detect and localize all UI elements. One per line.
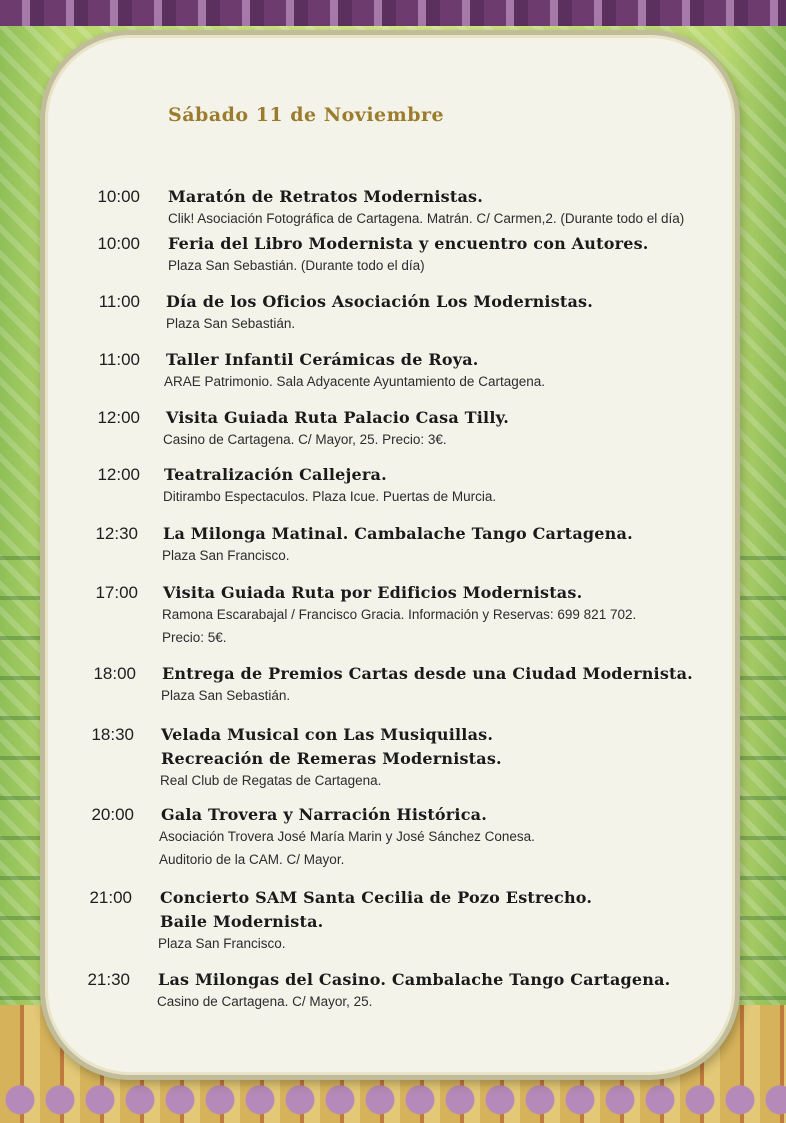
event-detail: Precio: 5€.: [162, 630, 227, 645]
event-title: Visita Guiada Ruta Palacio Casa Tilly.: [166, 408, 510, 427]
event-title: Feria del Libro Modernista y encuentro con Autores.: [168, 234, 649, 253]
event-time: 20:00: [91, 805, 134, 824]
event-time: 18:00: [93, 664, 136, 683]
event-detail: Casino de Cartagena. C/ Mayor, 25.: [157, 994, 373, 1009]
event-time: 17:00: [95, 583, 138, 602]
event-title: Visita Guiada Ruta por Edificios Modernistas.: [163, 583, 583, 602]
event-title: Taller Infantil Cerámicas de Roya.: [166, 350, 479, 369]
event-detail: Plaza San Sebastián. (Durante todo el día): [168, 258, 425, 273]
event-time: 10:00: [97, 187, 140, 206]
event-time: 10:00: [97, 234, 140, 253]
event-detail: Plaza San Francisco.: [162, 548, 290, 563]
event-title: Recreación de Remeras Modernistas.: [161, 749, 502, 768]
event-time: 21:30: [87, 970, 130, 989]
event-detail: Asociación Trovera José María Marin y José Sánchez Conesa.: [159, 829, 535, 844]
event-title: La Milonga Matinal. Cambalache Tango Cartagena.: [163, 524, 633, 543]
event-title: Las Milongas del Casino. Cambalache Tango Cartagena.: [158, 970, 671, 989]
day-title: Sábado 11 de Noviembre: [168, 104, 445, 126]
event-title: Velada Musical con Las Musiquillas.: [161, 725, 494, 744]
event-detail: Ditirambo Espectaculos. Plaza Icue. Puertas de Murcia.: [163, 489, 497, 504]
event-title: Baile Modernista.: [160, 912, 324, 931]
event-title: Entrega de Premios Cartas desde una Ciudad Modernista.: [162, 664, 693, 683]
event-detail: Plaza San Sebastián.: [161, 688, 291, 703]
event-detail: Casino de Cartagena. C/ Mayor, 25. Precio: 3€.: [163, 432, 447, 447]
event-time: 11:00: [98, 292, 140, 311]
event-time: 21:00: [89, 888, 132, 907]
event-title: Teatralización Callejera.: [164, 465, 387, 484]
event-title: Gala Trovera y Narración Histórica.: [161, 805, 487, 824]
event-detail: Auditorio de la CAM. C/ Mayor.: [159, 852, 345, 867]
event-detail: Ramona Escarabajal / Francisco Gracia. Información y Reservas: 699 821 702.: [162, 607, 637, 622]
event-detail: Clik! Asociación Fotográfica de Cartagena. Matrán. C/ Carmen,2. (Durante todo el día): [168, 211, 685, 226]
event-time: 12:30: [95, 524, 138, 543]
event-title: Maratón de Retratos Modernistas.: [168, 187, 484, 206]
event-title: Día de los Oficios Asociación Los Modernistas.: [166, 292, 594, 311]
event-time: 12:00: [97, 408, 140, 427]
event-detail: Real Club de Regatas de Cartagena.: [160, 773, 382, 788]
event-title: Concierto SAM Santa Cecilia de Pozo Estrecho.: [160, 888, 593, 907]
event-detail: ARAE Patrimonio. Sala Adyacente Ayuntamiento de Cartagena.: [164, 374, 545, 389]
event-time: 18:30: [91, 725, 134, 744]
event-time: 11:00: [98, 350, 140, 369]
event-time: 12:00: [97, 465, 140, 484]
event-detail: Plaza San Sebastián.: [166, 316, 296, 331]
event-detail: Plaza San Francisco.: [158, 936, 286, 951]
